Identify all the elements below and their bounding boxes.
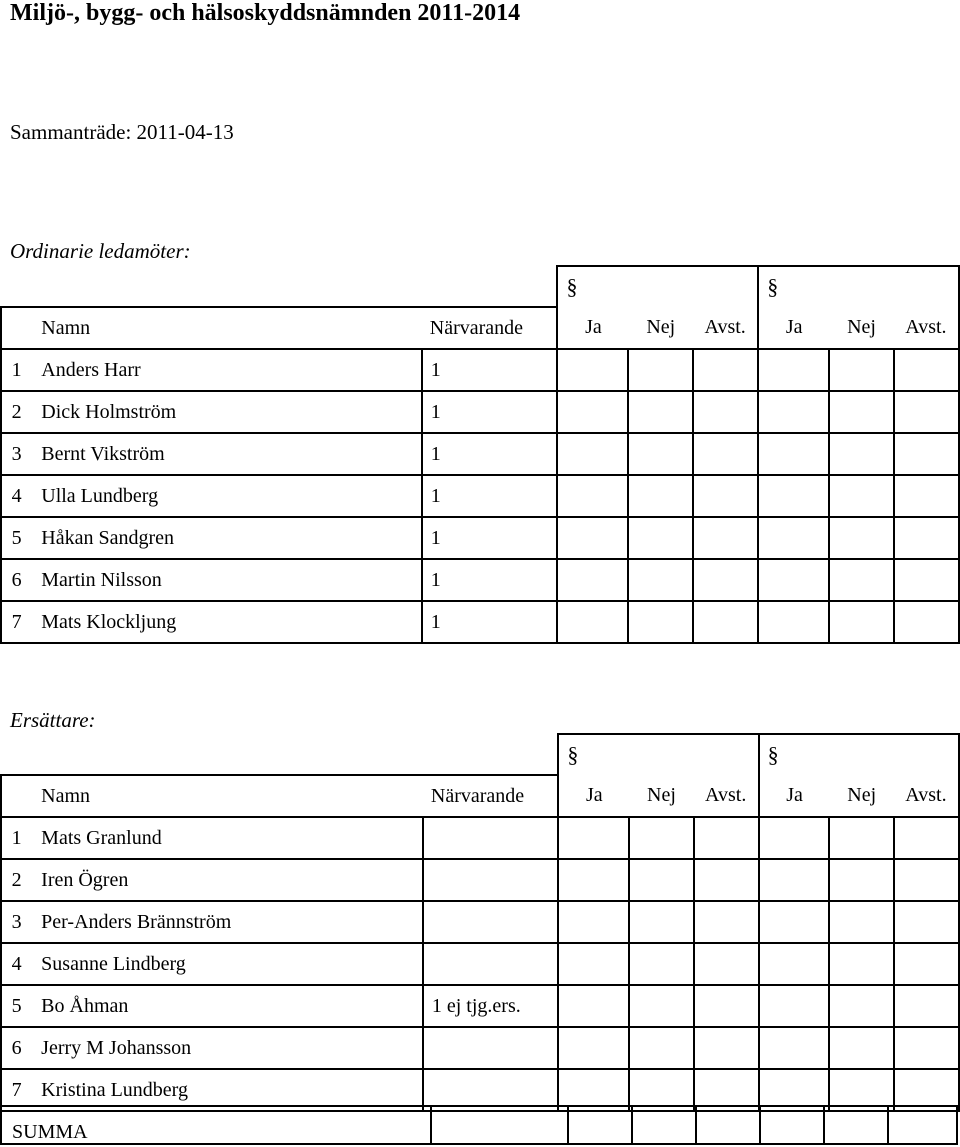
- vote-cell: [894, 817, 959, 859]
- vote-cell: [694, 1027, 759, 1069]
- header-abstain: Avst.: [693, 307, 758, 349]
- section-title-ordinarie: Ordinarie ledamöter:: [10, 239, 191, 263]
- member-row: [1, 433, 959, 475]
- vote-cell: [557, 349, 628, 391]
- member-row: [1, 475, 959, 517]
- paragraph-sign: §: [558, 734, 629, 775]
- header-name: Namn: [31, 307, 422, 349]
- vote-cell: [629, 943, 693, 985]
- header-name: Namn: [31, 775, 423, 817]
- member-present: 1: [422, 349, 558, 391]
- header-yes: Ja: [759, 775, 830, 817]
- vote-cell: [894, 859, 959, 901]
- vote-cell: [693, 517, 758, 559]
- vote-cell: [829, 1027, 893, 1069]
- vote-cell: [758, 517, 829, 559]
- vote-cell: [759, 859, 830, 901]
- vote-cell: [894, 601, 959, 643]
- member-number: 2: [1, 859, 31, 901]
- member-name: Martin Nilsson: [31, 559, 422, 601]
- vote-cell: [629, 1027, 693, 1069]
- member-present: 1: [422, 601, 558, 643]
- member-row: [1, 601, 959, 643]
- vote-cell: [758, 559, 829, 601]
- header-present: Närvarande: [422, 307, 558, 349]
- vote-cell: [894, 475, 959, 517]
- vote-cell: [694, 943, 759, 985]
- member-row: [1, 943, 959, 985]
- member-name: Anders Harr: [31, 349, 422, 391]
- vote-cell: [758, 391, 829, 433]
- vote-cell: [758, 601, 829, 643]
- member-present: 1: [422, 475, 558, 517]
- member-number: 5: [1, 517, 31, 559]
- vote-cell: [628, 391, 693, 433]
- header-no: Nej: [829, 775, 893, 817]
- vote-cell: [759, 817, 830, 859]
- member-present: [423, 859, 559, 901]
- summa-divider: [695, 1107, 697, 1143]
- member-name: Dick Holmström: [31, 391, 422, 433]
- summa-row: [0, 1105, 958, 1145]
- summa-divider: [823, 1107, 825, 1143]
- vote-cell: [829, 901, 893, 943]
- vote-cell: [694, 859, 759, 901]
- vote-cell: [829, 985, 893, 1027]
- header-yes: Ja: [758, 307, 829, 349]
- member-row: [1, 859, 959, 901]
- ordinarie-table: [0, 265, 960, 644]
- header-no: Nej: [629, 775, 693, 817]
- column-header-row: [1, 307, 959, 349]
- vote-cell: [829, 559, 894, 601]
- vote-cell: [829, 349, 894, 391]
- header-abstain: Avst.: [894, 307, 959, 349]
- vote-cell: [829, 517, 894, 559]
- member-present: [423, 1027, 559, 1069]
- member-number: 4: [1, 475, 31, 517]
- vote-cell: [759, 985, 830, 1027]
- vote-cell: [758, 475, 829, 517]
- paragraph-header-row: [1, 734, 959, 775]
- vote-cell: [894, 985, 959, 1027]
- vote-cell: [558, 859, 629, 901]
- member-number: 7: [1, 1069, 31, 1111]
- header-yes: Ja: [557, 307, 628, 349]
- member-row: [1, 901, 959, 943]
- paragraph-sign: §: [557, 266, 628, 307]
- header-no: Nej: [628, 307, 693, 349]
- member-number: 6: [1, 559, 31, 601]
- vote-cell: [558, 943, 629, 985]
- member-present: [423, 817, 559, 859]
- member-number: 1: [1, 349, 31, 391]
- vote-cell: [629, 859, 693, 901]
- member-name: Per-Anders Brännström: [31, 901, 423, 943]
- vote-cell: [557, 391, 628, 433]
- vote-cell: [694, 817, 759, 859]
- member-number: 1: [1, 817, 31, 859]
- vote-cell: [829, 433, 894, 475]
- vote-cell: [894, 943, 959, 985]
- vote-cell: [693, 349, 758, 391]
- member-row: [1, 517, 959, 559]
- vote-cell: [894, 433, 959, 475]
- vote-cell: [759, 1027, 830, 1069]
- member-row: [1, 391, 959, 433]
- vote-cell: [557, 559, 628, 601]
- member-present: [423, 901, 559, 943]
- vote-cell: [558, 1027, 629, 1069]
- member-name: Mats Granlund: [31, 817, 423, 859]
- vote-cell: [628, 349, 693, 391]
- member-present: 1 ej tjg.ers.: [423, 985, 559, 1027]
- member-number: 4: [1, 943, 31, 985]
- vote-cell: [829, 391, 894, 433]
- vote-cell: [694, 985, 759, 1027]
- paragraph-header-row: [1, 266, 959, 307]
- paragraph-sign: §: [759, 734, 830, 775]
- summa-divider: [567, 1107, 569, 1143]
- header-no: Nej: [829, 307, 894, 349]
- member-row: [1, 1027, 959, 1069]
- vote-cell: [894, 517, 959, 559]
- member-row: [1, 559, 959, 601]
- member-present: 1: [422, 559, 558, 601]
- vote-cell: [557, 433, 628, 475]
- vote-cell: [894, 559, 959, 601]
- header-abstain: Avst.: [694, 775, 759, 817]
- vote-cell: [558, 901, 629, 943]
- vote-cell: [693, 601, 758, 643]
- member-number: 3: [1, 433, 31, 475]
- section-title-ersattare: Ersättare:: [10, 708, 96, 732]
- vote-cell: [693, 559, 758, 601]
- member-row: [1, 349, 959, 391]
- vote-cell: [557, 517, 628, 559]
- header-abstain: Avst.: [894, 775, 959, 817]
- summa-divider: [887, 1107, 889, 1143]
- paragraph-sign: §: [758, 266, 829, 307]
- vote-cell: [829, 817, 893, 859]
- member-present: [423, 943, 559, 985]
- vote-cell: [628, 559, 693, 601]
- vote-cell: [894, 349, 959, 391]
- member-number: 2: [1, 391, 31, 433]
- vote-cell: [629, 817, 693, 859]
- member-row: [1, 817, 959, 859]
- vote-cell: [628, 517, 693, 559]
- vote-cell: [694, 901, 759, 943]
- column-header-row: [1, 775, 959, 817]
- member-present: 1: [422, 433, 558, 475]
- ersattare-table: [0, 733, 960, 1112]
- member-present: 1: [422, 391, 558, 433]
- vote-cell: [829, 475, 894, 517]
- vote-cell: [894, 901, 959, 943]
- member-name: Kristina Lundberg: [31, 1069, 423, 1111]
- summa-divider: [759, 1107, 761, 1143]
- vote-cell: [693, 475, 758, 517]
- vote-cell: [628, 601, 693, 643]
- meeting-date: Sammanträde: 2011-04-13: [10, 120, 234, 144]
- vote-cell: [894, 1027, 959, 1069]
- member-name: Håkan Sandgren: [31, 517, 422, 559]
- member-name: Ulla Lundberg: [31, 475, 422, 517]
- summa-label: SUMMA: [12, 1121, 88, 1143]
- member-name: Jerry M Johansson: [31, 1027, 423, 1069]
- vote-cell: [759, 943, 830, 985]
- header-yes: Ja: [558, 775, 629, 817]
- member-name: Bo Åhman: [31, 985, 423, 1027]
- member-number: 7: [1, 601, 31, 643]
- vote-cell: [557, 475, 628, 517]
- vote-cell: [693, 433, 758, 475]
- member-name: Iren Ögren: [31, 859, 423, 901]
- vote-cell: [759, 901, 830, 943]
- member-number: 6: [1, 1027, 31, 1069]
- vote-cell: [829, 943, 893, 985]
- summa-divider: [430, 1107, 432, 1143]
- vote-cell: [894, 391, 959, 433]
- vote-cell: [758, 433, 829, 475]
- vote-cell: [557, 601, 628, 643]
- vote-cell: [629, 985, 693, 1027]
- member-name: Mats Klockljung: [31, 601, 422, 643]
- vote-cell: [558, 817, 629, 859]
- summa-divider: [631, 1107, 633, 1143]
- document-title: Miljö-, bygg- och hälsoskyddsnämnden 2011-2014: [10, 0, 521, 26]
- vote-cell: [758, 349, 829, 391]
- member-number: 5: [1, 985, 31, 1027]
- vote-cell: [558, 985, 629, 1027]
- vote-cell: [693, 391, 758, 433]
- vote-cell: [628, 433, 693, 475]
- header-present: Närvarande: [423, 775, 559, 817]
- vote-cell: [628, 475, 693, 517]
- vote-cell: [829, 601, 894, 643]
- member-number: 3: [1, 901, 31, 943]
- member-row: [1, 985, 959, 1027]
- member-present: 1: [422, 517, 558, 559]
- member-name: Susanne Lindberg: [31, 943, 423, 985]
- vote-cell: [829, 859, 893, 901]
- member-name: Bernt Vikström: [31, 433, 422, 475]
- vote-cell: [629, 901, 693, 943]
